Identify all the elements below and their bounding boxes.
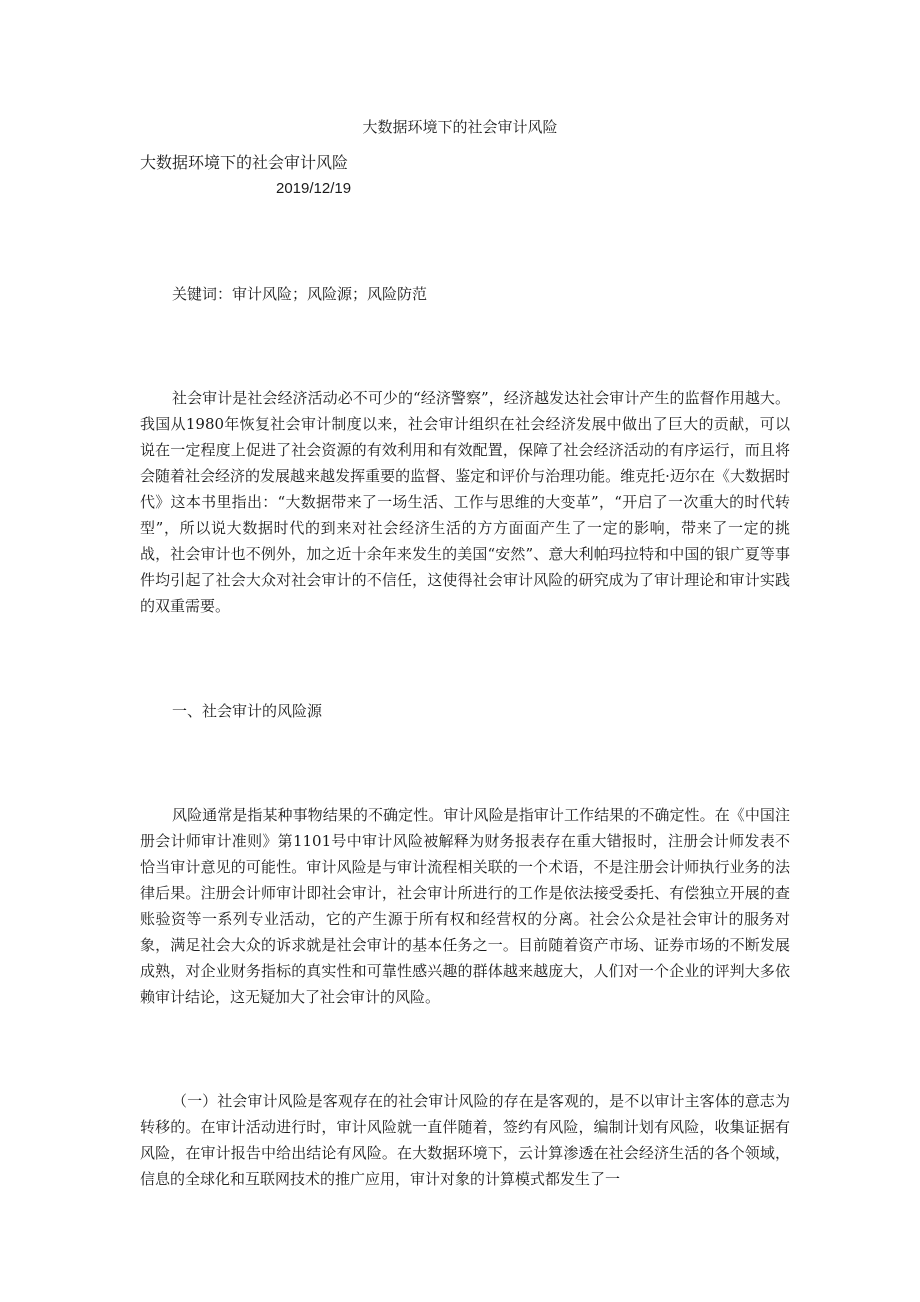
section-paragraph-risk-definition: 风险通常是指某种事物结果的不确定性。审计风险是指审计工作结果的不确定性。在《中国注册会计师审计准则》第1101号中审计风险被解释为财务报表存在重大错报时，注册会计师发表不恰当审计意见的可能性。审计风险是与审计流程相关联的一个术语，不是注册会计师执行业务的法律后果。注册会计师审计即社会审计，社会审计所进行的工作是依法接受委托、有偿独立开展的查账验资等一系列专业活动，它的产生源于所有权和经营权的分离。社会公众是社会审计的服务对象，满足社会大众的诉求就是社会审计的基本任务之一。目前随着资产市场、证券市场的不断发展成熟，对企业财务指标的真实性和可靠性感兴趣的群体越来越庞大，人们对一个企业的评判大多依赖审计结论，这无疑加大了社会审计的风险。 (140, 806, 790, 1006)
document-subtitle: 大数据环境下的社会审计风险 (140, 153, 349, 172)
document-title: 大数据环境下的社会审计风险 (362, 118, 558, 136)
subsection-paragraph-objective-risk: （一）社会审计风险是客观存在的社会审计风险的存在是客观的，是不以审计主客体的意志为转移的。在审计活动进行时，审计风险就一直伴随着，签约有风险，编制计划有风险，收集证据有风险，在审计报告中给出结论有风险。在大数据环境下，云计算渗透在社会经济生活的各个领域，信息的全球化和互联网技术的推广应用，审计对象的计算模式都发生了一 (140, 1092, 790, 1188)
section-heading-risk-sources: 一、社会审计的风险源 (172, 702, 323, 720)
publish-date: 2019/12/19 (276, 180, 352, 197)
intro-paragraph: 社会审计是社会经济活动必不可少的“经济警察”，经济越发达社会审计产生的监督作用越大。我国从1980年恢复社会审计制度以来，社会审计组织在社会经济发展中做出了巨大的贡献，可以说在一定程度上促进了社会资源的有效利用和有效配置，保障了社会经济活动的有序运行，而且将会随着社会经济的发展越来越发挥重要的监督、鉴定和评价与治理功能。维克托·迈尔在《大数据时代》这本书里指出：“大数据带来了一场生活、工作与思维的大变革”，“开启了一次重大的时代转型”，所以说大数据时代的到来对社会经济生活的方方面面产生了一定的影响，带来了一定的挑战，社会审计也不例外，加之近十余年来发生的美国“安然”、意大利帕玛拉特和中国的银广夏等事件均引起了社会大众对社会审计的不信任，这使得社会审计风险的研究成为了审计理论和审计实践的双重需要。 (140, 389, 790, 615)
keywords-line: 关键词：审计风险；风险源；风险防范 (172, 285, 428, 303)
